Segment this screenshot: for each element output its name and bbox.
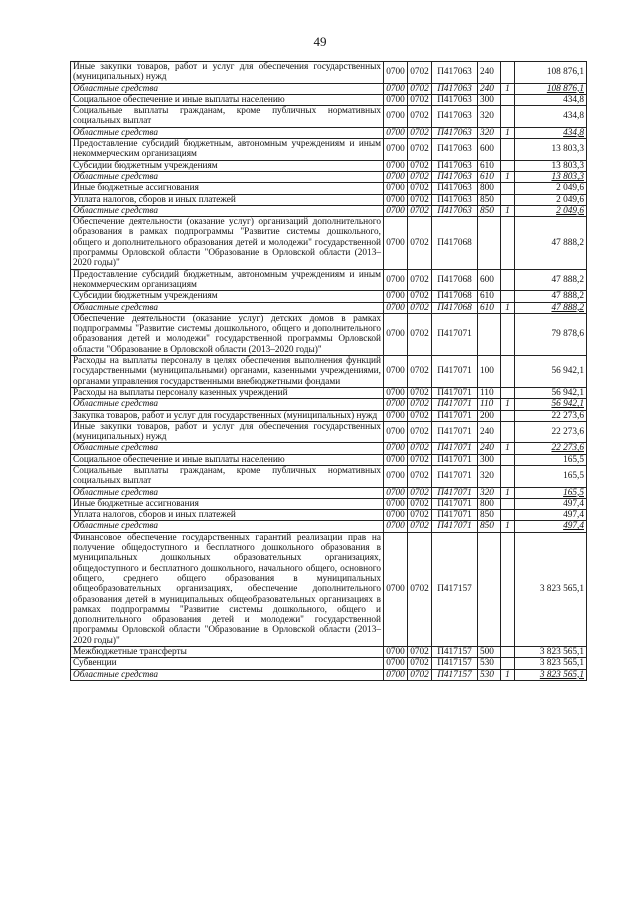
subsection-code: 0702 [408, 139, 432, 161]
article-code: П417071 [432, 313, 478, 355]
expense-type: 850 [478, 521, 501, 532]
source-group [501, 313, 515, 355]
table-row [71, 269, 587, 291]
table-row [71, 183, 587, 194]
row-name: Областные средства [71, 443, 384, 454]
table-row [71, 160, 587, 171]
amount: 56 942,1 [515, 399, 587, 410]
row-name: Иные закупки товаров, работ и услуг для обеспечения государственных (муниципальных) нужд [71, 421, 384, 443]
source-group [501, 647, 515, 658]
table-row [71, 658, 587, 669]
table-row [71, 487, 587, 498]
source-group [501, 269, 515, 291]
subsection-code: 0702 [408, 387, 432, 398]
article-code: П417071 [432, 521, 478, 532]
article-code: П417157 [432, 647, 478, 658]
row-name: Субвенции [71, 658, 384, 669]
expense-type: 110 [478, 399, 501, 410]
section-code: 0700 [384, 647, 408, 658]
table-row [71, 521, 587, 532]
amount: 22 273,6 [515, 443, 587, 454]
source-group: 1 [501, 205, 515, 216]
subsection-code: 0702 [408, 454, 432, 465]
expense-type: 850 [478, 194, 501, 205]
source-group: 1 [501, 521, 515, 532]
section-code: 0700 [384, 443, 408, 454]
amount: 13 803,3 [515, 171, 587, 182]
table-row [71, 302, 587, 313]
table-row [71, 291, 587, 302]
expense-type: 300 [478, 94, 501, 105]
source-group: 1 [501, 487, 515, 498]
section-code: 0700 [384, 106, 408, 128]
amount: 2 049,6 [515, 205, 587, 216]
row-name: Социальные выплаты гражданам, кроме публичных нормативных социальных выплат [71, 106, 384, 128]
section-code: 0700 [384, 487, 408, 498]
section-code: 0700 [384, 410, 408, 421]
source-group [501, 410, 515, 421]
amount: 497,4 [515, 521, 587, 532]
table-row [71, 669, 587, 680]
row-name: Обеспечение деятельности (оказание услуг) детских домов в рамках подпрограммы "Развитие системы дошкольного, общего и дополнительного образования детей и молодежи" государственной программы Орловской области "Образование в Орловской области (2013–2020 годы)" [71, 313, 384, 355]
article-code: П417071 [432, 443, 478, 454]
amount: 22 273,6 [515, 410, 587, 421]
row-name: Субсидии бюджетным учреждениям [71, 160, 384, 171]
row-name: Предоставление субсидий бюджетным, автономным учреждениям и иным некоммерческим организациям [71, 269, 384, 291]
article-code: П417063 [432, 62, 478, 84]
article-code: П417071 [432, 356, 478, 388]
table-row [71, 510, 587, 521]
expense-type: 240 [478, 62, 501, 84]
article-code: П417063 [432, 83, 478, 94]
amount: 2 049,6 [515, 194, 587, 205]
section-code: 0700 [384, 521, 408, 532]
row-name: Иные закупки товаров, работ и услуг для обеспечения государственных (муниципальных) нужд [71, 62, 384, 84]
subsection-code: 0702 [408, 183, 432, 194]
table-row [71, 106, 587, 128]
row-name: Областные средства [71, 205, 384, 216]
section-code: 0700 [384, 205, 408, 216]
amount: 108 876,1 [515, 62, 587, 84]
subsection-code: 0702 [408, 83, 432, 94]
section-code: 0700 [384, 454, 408, 465]
row-name: Закупка товаров, работ и услуг для государственных (муниципальных) нужд [71, 410, 384, 421]
subsection-code: 0702 [408, 521, 432, 532]
amount: 3 823 565,1 [515, 658, 587, 669]
section-code: 0700 [384, 183, 408, 194]
expense-type: 610 [478, 302, 501, 313]
expense-type: 320 [478, 487, 501, 498]
row-name: Субсидии бюджетным учреждениям [71, 291, 384, 302]
source-group [501, 62, 515, 84]
table-row [71, 217, 587, 269]
section-code: 0700 [384, 510, 408, 521]
section-code: 0700 [384, 532, 408, 646]
source-group [501, 217, 515, 269]
section-code: 0700 [384, 160, 408, 171]
table-row [71, 443, 587, 454]
amount: 47 888,2 [515, 269, 587, 291]
source-group [501, 498, 515, 509]
source-group [501, 387, 515, 398]
expense-type [478, 313, 501, 355]
amount: 165,5 [515, 487, 587, 498]
amount: 2 049,6 [515, 183, 587, 194]
subsection-code: 0702 [408, 291, 432, 302]
source-group [501, 532, 515, 646]
subsection-code: 0702 [408, 443, 432, 454]
row-name: Расходы на выплаты персоналу в целях обеспечения выполнения функций государственными (муниципальными) органами, казенными учреждениями, органами управления государственными внебюджетными фондами [71, 356, 384, 388]
expense-type: 240 [478, 83, 501, 94]
section-code: 0700 [384, 94, 408, 105]
amount: 56 942,1 [515, 356, 587, 388]
expense-type: 850 [478, 205, 501, 216]
source-group [501, 139, 515, 161]
table-row [71, 410, 587, 421]
expense-type: 240 [478, 421, 501, 443]
row-name: Уплата налогов, сборов и иных платежей [71, 194, 384, 205]
article-code: П417063 [432, 171, 478, 182]
subsection-code: 0702 [408, 160, 432, 171]
expense-type: 800 [478, 183, 501, 194]
amount: 3 823 565,1 [515, 532, 587, 646]
article-code: П417063 [432, 160, 478, 171]
budget-table [70, 61, 587, 681]
article-code: П417157 [432, 532, 478, 646]
source-group [501, 465, 515, 487]
row-name: Иные бюджетные ассигнования [71, 498, 384, 509]
subsection-code: 0702 [408, 356, 432, 388]
subsection-code: 0702 [408, 94, 432, 105]
source-group [501, 106, 515, 128]
row-name: Социальное обеспечение и иные выплаты населению [71, 94, 384, 105]
section-code: 0700 [384, 291, 408, 302]
section-code: 0700 [384, 139, 408, 161]
row-name: Областные средства [71, 171, 384, 182]
page-number: 49 [313, 34, 327, 49]
row-name: Межбюджетные трансферты [71, 647, 384, 658]
article-code: П417071 [432, 421, 478, 443]
subsection-code: 0702 [408, 658, 432, 669]
table-row [71, 421, 587, 443]
source-group [501, 658, 515, 669]
amount: 56 942,1 [515, 387, 587, 398]
subsection-code: 0702 [408, 669, 432, 680]
article-code: П417063 [432, 183, 478, 194]
article-code: П417071 [432, 510, 478, 521]
table-row [71, 498, 587, 509]
article-code: П417071 [432, 487, 478, 498]
row-name: Социальное обеспечение и иные выплаты населению [71, 454, 384, 465]
expense-type: 850 [478, 510, 501, 521]
section-code: 0700 [384, 302, 408, 313]
section-code: 0700 [384, 399, 408, 410]
table-row [71, 356, 587, 388]
table-row [71, 62, 587, 84]
subsection-code: 0702 [408, 205, 432, 216]
table-row [71, 465, 587, 487]
amount: 434,8 [515, 94, 587, 105]
row-name: Областные средства [71, 521, 384, 532]
subsection-code: 0702 [408, 217, 432, 269]
subsection-code: 0702 [408, 127, 432, 138]
section-code: 0700 [384, 83, 408, 94]
article-code: П417063 [432, 139, 478, 161]
section-code: 0700 [384, 62, 408, 84]
row-name: Расходы на выплаты персоналу казенных учреждений [71, 387, 384, 398]
section-code: 0700 [384, 217, 408, 269]
article-code: П417063 [432, 127, 478, 138]
source-group [501, 160, 515, 171]
source-group: 1 [501, 127, 515, 138]
expense-type: 320 [478, 106, 501, 128]
amount: 47 888,2 [515, 302, 587, 313]
article-code: П417071 [432, 498, 478, 509]
subsection-code: 0702 [408, 510, 432, 521]
section-code: 0700 [384, 421, 408, 443]
source-group: 1 [501, 443, 515, 454]
source-group: 1 [501, 399, 515, 410]
amount: 79 878,6 [515, 313, 587, 355]
expense-type: 600 [478, 139, 501, 161]
subsection-code: 0702 [408, 532, 432, 646]
amount: 434,8 [515, 127, 587, 138]
expense-type: 240 [478, 443, 501, 454]
section-code: 0700 [384, 313, 408, 355]
table-row [71, 171, 587, 182]
article-code: П417068 [432, 269, 478, 291]
subsection-code: 0702 [408, 62, 432, 84]
expense-type: 530 [478, 658, 501, 669]
expense-type: 800 [478, 498, 501, 509]
section-code: 0700 [384, 658, 408, 669]
expense-type: 610 [478, 160, 501, 171]
subsection-code: 0702 [408, 647, 432, 658]
table-row [71, 94, 587, 105]
article-code: П417068 [432, 217, 478, 269]
source-group: 1 [501, 171, 515, 182]
row-name: Предоставление субсидий бюджетным, автономным учреждениям и иным некоммерческим организациям [71, 139, 384, 161]
source-group [501, 510, 515, 521]
row-name: Областные средства [71, 83, 384, 94]
amount: 165,5 [515, 454, 587, 465]
row-name: Иные бюджетные ассигнования [71, 183, 384, 194]
expense-type: 200 [478, 410, 501, 421]
table-row [71, 399, 587, 410]
subsection-code: 0702 [408, 399, 432, 410]
article-code: П417068 [432, 302, 478, 313]
expense-type: 320 [478, 465, 501, 487]
row-name: Областные средства [71, 669, 384, 680]
article-code: П417063 [432, 194, 478, 205]
section-code: 0700 [384, 194, 408, 205]
expense-type: 320 [478, 127, 501, 138]
subsection-code: 0702 [408, 410, 432, 421]
section-code: 0700 [384, 269, 408, 291]
source-group: 1 [501, 83, 515, 94]
row-name: Социальные выплаты гражданам, кроме публичных нормативных социальных выплат [71, 465, 384, 487]
amount: 47 888,2 [515, 217, 587, 269]
amount: 13 803,3 [515, 139, 587, 161]
table-row [71, 205, 587, 216]
subsection-code: 0702 [408, 302, 432, 313]
row-name: Финансовое обеспечение государственных гарантий реализации прав на получение общедоступного и бесплатного дошкольного образования в муниципальных дошкольных образовательных организациях, общедоступного и бесплатного дошкольного, начального общего, основного общего, среднего общего образования в муниципальных общеобразовательных организациях, обеспечение дополнительного образования детей в муниципальных общеобразовательных организациях в рамках подпрограммы "Развитие системы дошкольного, общего и дополнительного образования детей и молодежи" государственной программы Орловской области "Образование в Орловской области (2013–2020 годы)" [71, 532, 384, 646]
amount: 434,8 [515, 106, 587, 128]
amount: 165,5 [515, 465, 587, 487]
subsection-code: 0702 [408, 106, 432, 128]
row-name: Областные средства [71, 127, 384, 138]
article-code: П417063 [432, 205, 478, 216]
table-row [71, 532, 587, 646]
source-group [501, 454, 515, 465]
table-row [71, 127, 587, 138]
subsection-code: 0702 [408, 269, 432, 291]
subsection-code: 0702 [408, 194, 432, 205]
row-name: Уплата налогов, сборов и иных платежей [71, 510, 384, 521]
amount: 497,4 [515, 498, 587, 509]
expense-type: 110 [478, 387, 501, 398]
expense-type [478, 532, 501, 646]
source-group [501, 94, 515, 105]
row-name: Областные средства [71, 487, 384, 498]
article-code: П417071 [432, 410, 478, 421]
table-row [71, 647, 587, 658]
table-row [71, 387, 587, 398]
section-code: 0700 [384, 465, 408, 487]
amount: 3 823 565,1 [515, 669, 587, 680]
table-row [71, 139, 587, 161]
section-code: 0700 [384, 356, 408, 388]
subsection-code: 0702 [408, 498, 432, 509]
subsection-code: 0702 [408, 487, 432, 498]
source-group [501, 183, 515, 194]
amount: 3 823 565,1 [515, 647, 587, 658]
amount: 497,4 [515, 510, 587, 521]
section-code: 0700 [384, 498, 408, 509]
expense-type: 530 [478, 669, 501, 680]
row-name: Областные средства [71, 399, 384, 410]
article-code: П417157 [432, 669, 478, 680]
subsection-code: 0702 [408, 313, 432, 355]
article-code: П417063 [432, 94, 478, 105]
source-group: 1 [501, 669, 515, 680]
article-code: П417071 [432, 387, 478, 398]
subsection-code: 0702 [408, 465, 432, 487]
article-code: П417157 [432, 658, 478, 669]
subsection-code: 0702 [408, 171, 432, 182]
expense-type: 500 [478, 647, 501, 658]
table-row [71, 194, 587, 205]
table-row [71, 313, 587, 355]
source-group [501, 356, 515, 388]
source-group: 1 [501, 302, 515, 313]
section-code: 0700 [384, 127, 408, 138]
article-code: П417063 [432, 106, 478, 128]
expense-type: 610 [478, 291, 501, 302]
article-code: П417071 [432, 465, 478, 487]
row-name: Обеспечение деятельности (оказание услуг) организаций дополнительного образования в рамках подпрограммы "Развитие системы дошкольного, общего и дополнительного образования детей и молодежи" государственной программы Орловской области "Образование в Орловской области (2013–2020 годы)" [71, 217, 384, 269]
expense-type: 610 [478, 171, 501, 182]
subsection-code: 0702 [408, 421, 432, 443]
expense-type: 100 [478, 356, 501, 388]
source-group [501, 291, 515, 302]
section-code: 0700 [384, 669, 408, 680]
section-code: 0700 [384, 387, 408, 398]
source-group [501, 194, 515, 205]
article-code: П417071 [432, 454, 478, 465]
row-name: Областные средства [71, 302, 384, 313]
amount: 108 876,1 [515, 83, 587, 94]
article-code: П417071 [432, 399, 478, 410]
source-group [501, 421, 515, 443]
amount: 13 803,3 [515, 160, 587, 171]
article-code: П417068 [432, 291, 478, 302]
expense-type: 300 [478, 454, 501, 465]
expense-type [478, 217, 501, 269]
table-row [71, 454, 587, 465]
section-code: 0700 [384, 171, 408, 182]
table-row [71, 83, 587, 94]
amount: 22 273,6 [515, 421, 587, 443]
expense-type: 600 [478, 269, 501, 291]
amount: 47 888,2 [515, 291, 587, 302]
